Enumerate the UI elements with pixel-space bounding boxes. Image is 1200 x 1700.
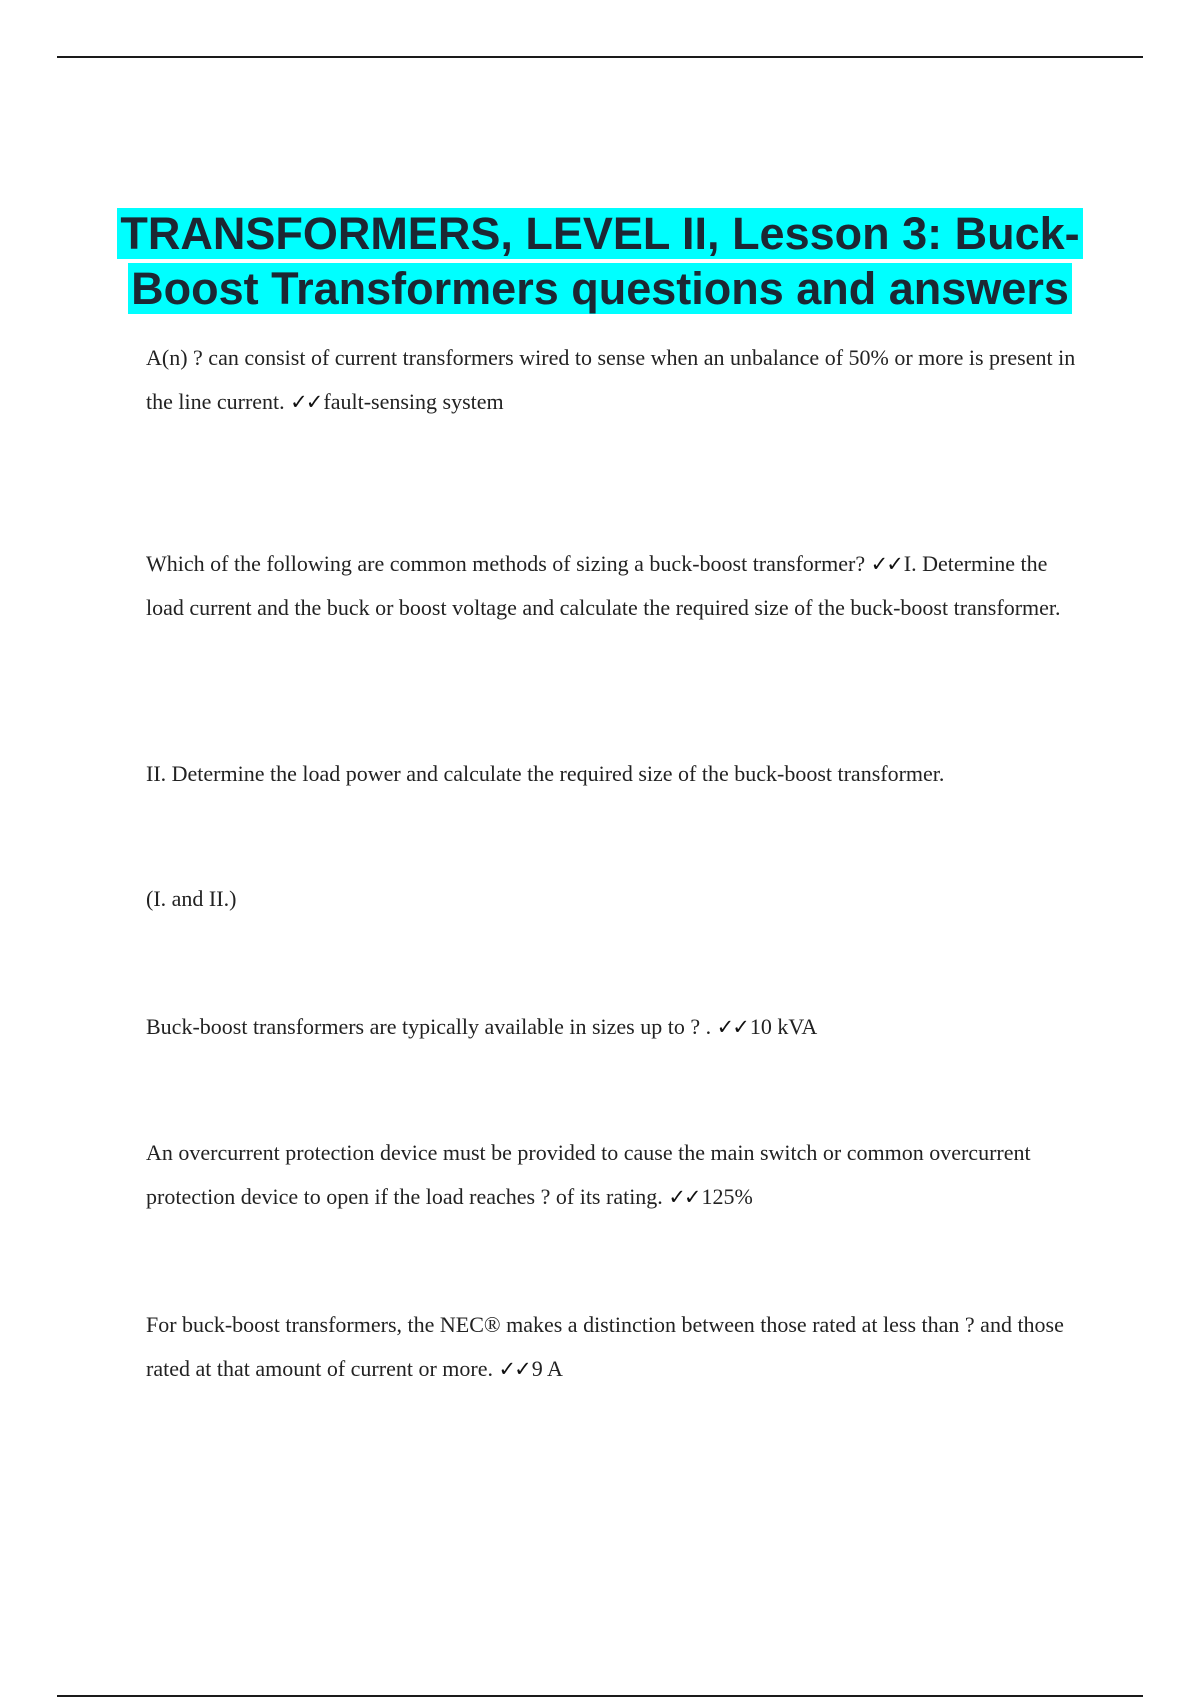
- check-mark-icon: ✓✓: [498, 1357, 530, 1381]
- question-text: Buck-boost transformers are typically available in sizes up to ? .: [146, 1014, 712, 1039]
- bottom-rule: [57, 1695, 1143, 1697]
- qa-item-2: [146, 542, 1086, 630]
- title-highlight: TRANSFORMERS, LEVEL II, Lesson 3: Buck-Boost Transformers questions and answers: [117, 208, 1082, 314]
- question-text: For buck-boost transformers, the NEC® makes a distinction between those rated at less than ? and those rated at that amount of current or more.: [146, 1312, 1064, 1381]
- answer-text: 125%: [701, 1184, 753, 1209]
- qa-item-5: [146, 1005, 1086, 1049]
- answer-text: 9 A: [531, 1356, 563, 1381]
- qa-item-7: [146, 1303, 1086, 1391]
- check-mark-icon: ✓✓: [870, 552, 902, 576]
- qa-item-3: [146, 752, 1086, 796]
- top-rule: [57, 56, 1143, 58]
- check-mark-icon: ✓✓: [290, 390, 322, 414]
- qa-item-1: [146, 336, 1086, 424]
- qa-item-6: [146, 1131, 1086, 1219]
- answer-text: (I. and II.): [146, 886, 237, 911]
- question-text: Which of the following are common methods of sizing a buck-boost transformer?: [146, 551, 866, 576]
- check-mark-icon: ✓✓: [668, 1185, 700, 1209]
- check-mark-icon: ✓✓: [716, 1015, 748, 1039]
- qa-item-4: [146, 877, 1086, 921]
- answer-text: I. Determine the load current and the buck or boost voltage and calculate the required size of the buck-boost transformer.: [146, 551, 1061, 620]
- answer-text: 10 kVA: [749, 1014, 818, 1039]
- answer-text: II. Determine the load power and calculate the required size of the buck-boost transformer.: [146, 761, 945, 786]
- document-title: [100, 206, 1100, 316]
- question-text: An overcurrent protection device must be provided to cause the main switch or common overcurrent protection device to open if the load reaches ? of its rating.: [146, 1140, 1031, 1209]
- question-text: A(n) ? can consist of current transformers wired to sense when an unbalance of 50% or more is present in the line current.: [146, 345, 1076, 414]
- answer-text: fault-sensing system: [323, 389, 504, 414]
